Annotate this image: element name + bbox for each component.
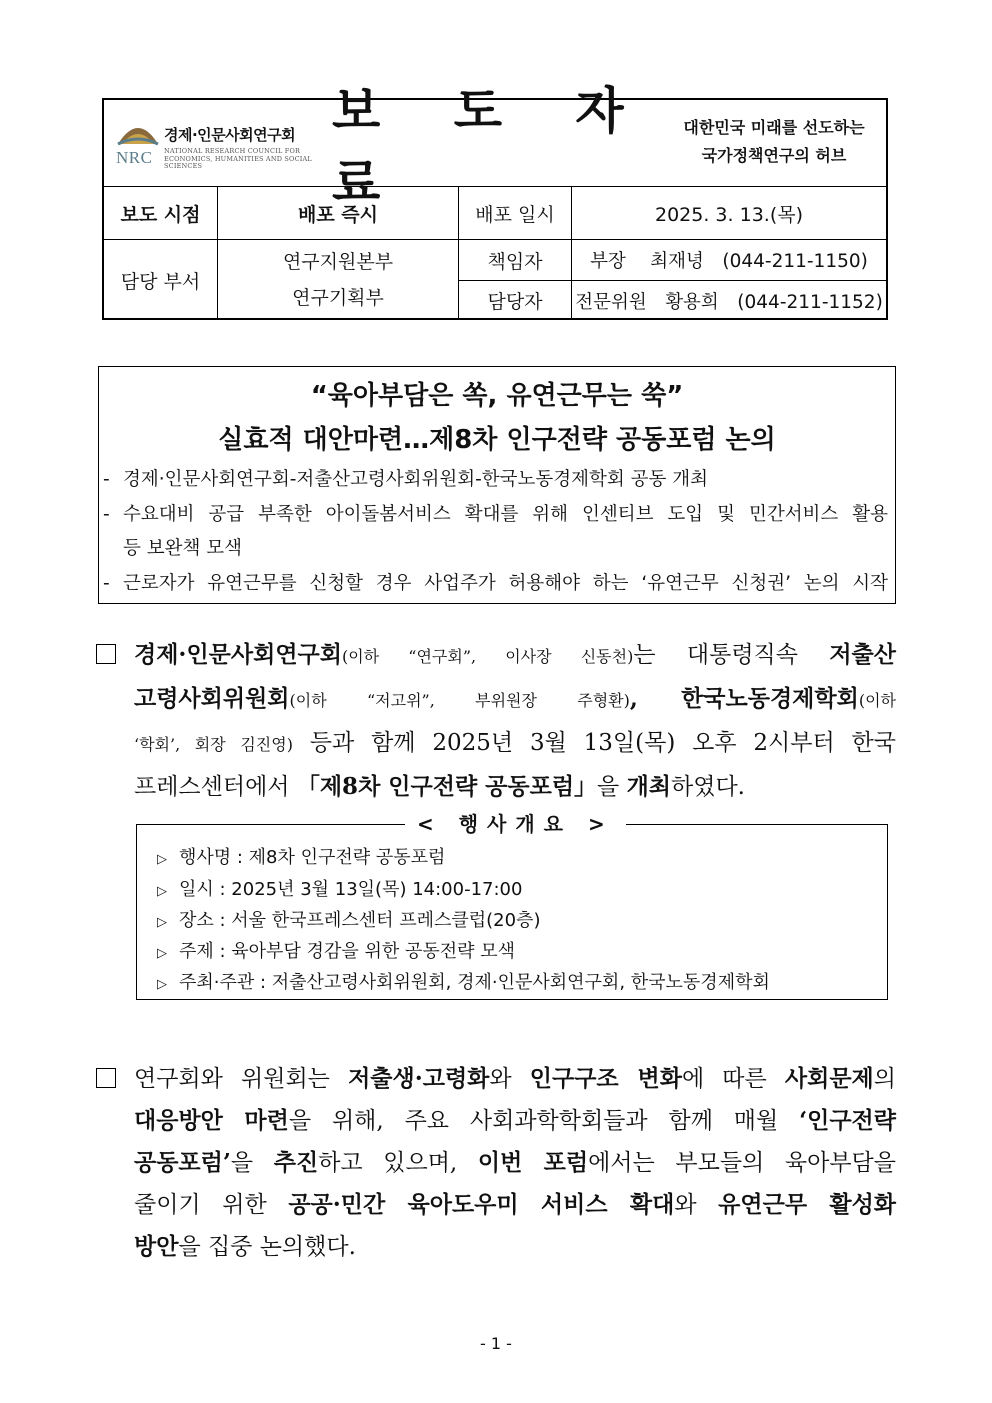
logo-org-name: 경제·인문사회연구회 — [164, 126, 296, 144]
logo-english-name: NATIONAL RESEARCH COUNCIL FOR ECONOMICS, HUMANITIES AND SOCIAL SCIENCES — [164, 147, 312, 170]
event-item: ▷ 행사명 : 제8차 인구전략 공동포럼 — [157, 847, 446, 868]
event-item: ▷ 일시 : 2025년 3월 13일(목) 14:00-17:00 — [157, 879, 523, 900]
triangle-bullet-icon: ▷ — [157, 884, 167, 899]
dist-value: 2025. 3. 13.(목) — [655, 203, 803, 226]
release-label: 보도 시점 — [120, 203, 201, 226]
checkbox-bullet-icon — [96, 644, 116, 664]
triangle-bullet-icon: ▷ — [157, 946, 167, 961]
headline-bullet: - 경제·인문사회연구회-저출산고령사회위원회-한국노동경제학회 공동 개최 — [103, 463, 888, 498]
headline-bullet: - 근로자가 유연근무를 신청할 경우 사업주가 허용해야 하는 ‘유연근무 신청권’ 논의 시작 — [103, 567, 888, 602]
event-item: ▷ 주제 : 육아부담 경감을 위한 공동전략 모색 — [157, 941, 515, 962]
dept-value: 연구지원본부 연구기획부 — [282, 251, 394, 309]
headline-title: “육아부담은 쏙, 유연근무는 쑥” — [310, 381, 684, 411]
dept-label: 담당 부서 — [120, 270, 201, 293]
contact-value: 전문위원 황용희 (044-211-1152) — [575, 291, 883, 313]
triangle-bullet-icon: ▷ — [157, 915, 167, 930]
release-value: 배포 즉시 — [297, 203, 379, 226]
logo-abbr: NRC — [116, 148, 153, 167]
event-overview-box — [136, 824, 888, 1000]
doc-type-title: 보 도 자 료 — [332, 82, 652, 212]
nrc-logo — [112, 118, 317, 170]
headline-box — [98, 366, 896, 604]
headline-bullet: - 수요대비 공급 부족한 아이돌봄서비스 확대를 위해 인센티브 도입 및 민간서비스 활용 — [103, 498, 888, 533]
slogan: 대한민국 미래를 선도하는 국가정책연구의 허브 — [683, 118, 865, 165]
resp-value: 부장 최재녕 (044-211-1150) — [590, 251, 868, 272]
headline-bullet-continued: 등 보완책 모색 — [123, 538, 242, 559]
page-number: - 1 - — [480, 1334, 512, 1353]
body-paragraph-1: 경제·인문사회연구회(이하 “연구회”, 이사장 신동천)는 대통령직속 저출산 고령사회위원회(이하 “저고위”, 부위원장 주형환), 한국노동경제학회(이하 ‘학회’, 회장 김진영) 등과 함께 2025년 3월 13일(목) 오후 2시부터 한국 프레스센터에서 「제8차 인구전략 공동포럼」을 개최하였다. — [96, 634, 896, 808]
headline-bullets — [103, 463, 888, 601]
headline-subtitle: 실효적 대안마련…제8차 인구전략 공동포럼 논의 — [218, 425, 776, 455]
event-item: ▷ 장소 : 서울 한국프레스센터 프레스클럽(20층) — [157, 910, 541, 931]
body-paragraph-2: 연구회와 위원회는 저출생·고령화와 인구구조 변화에 따른 사회문제의 대응방안 마련을 위해, 주요 사회과학학회들과 함께 매월 ‘인구전략 공동포럼’을 추진하고 있으며, 이번 포럼에서는 부모들의 육아부담을 줄이기 위한 공공·민간 육아도우미 서비스 확대와 유연근무 활성화 방안을 집중 논의했다. — [96, 1058, 896, 1268]
triangle-bullet-icon: ▷ — [157, 977, 167, 992]
event-item: ▷ 주최·주관 : 저출산고령사회위원회, 경제·인문사회연구회, 한국노동경제학회 — [157, 972, 770, 993]
resp-label: 책임자 — [487, 250, 543, 273]
contact-label: 담당자 — [487, 291, 543, 313]
dist-label: 배포 일시 — [475, 203, 555, 226]
nrc-logo-icon — [116, 120, 160, 148]
triangle-bullet-icon: ▷ — [157, 852, 167, 867]
checkbox-bullet-icon — [96, 1068, 116, 1088]
event-overview-title: < 행사개요 > — [405, 808, 626, 837]
press-release-header-table — [102, 82, 888, 320]
